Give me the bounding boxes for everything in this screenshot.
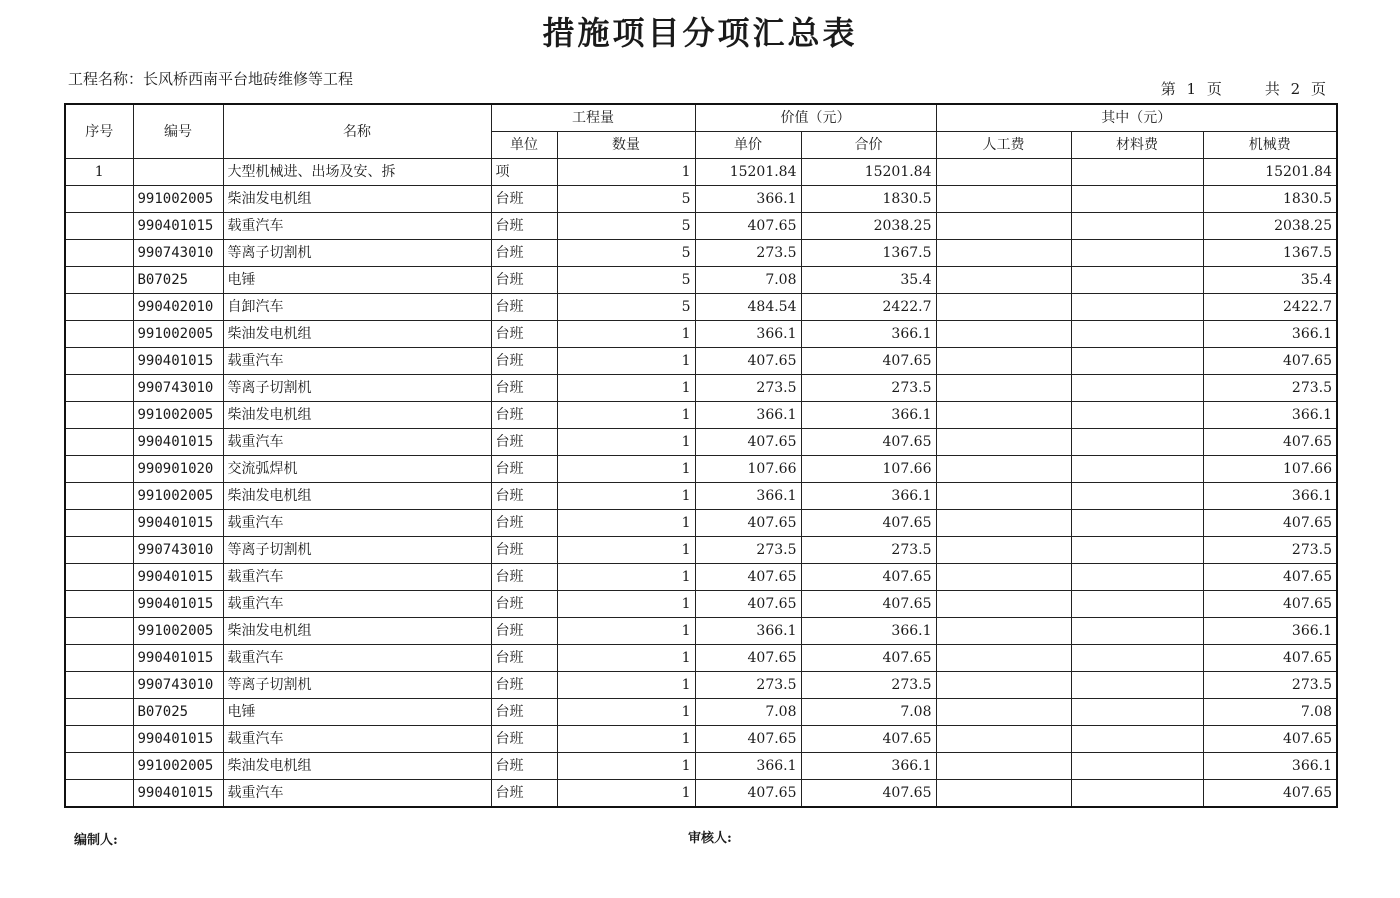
cell-seq — [65, 591, 133, 618]
cell-unit-price: 273.5 — [695, 240, 801, 267]
cell-seq — [65, 456, 133, 483]
cell-name: 柴油发电机组 — [223, 186, 491, 213]
table-row — [65, 510, 1337, 537]
cell-total-price: 407.65 — [801, 564, 936, 591]
cell-unit: 台班 — [491, 564, 557, 591]
cell-total-price: 7.08 — [801, 699, 936, 726]
cell-material — [1071, 240, 1203, 267]
cell-unit-price: 407.65 — [695, 510, 801, 537]
document-title: 措施项目分项汇总表 — [542, 14, 858, 52]
header-unit: 单位 — [491, 132, 557, 159]
cell-total-price: 273.5 — [801, 537, 936, 564]
cell-material — [1071, 294, 1203, 321]
cell-code: 991002005 — [133, 753, 223, 780]
cell-code: B07025 — [133, 267, 223, 294]
cell-code — [133, 159, 223, 186]
cell-seq — [65, 537, 133, 564]
cell-unit: 台班 — [491, 672, 557, 699]
cell-machine: 366.1 — [1203, 618, 1337, 645]
cell-qty: 1 — [557, 483, 695, 510]
cell-total-price: 35.4 — [801, 267, 936, 294]
cell-qty: 1 — [557, 591, 695, 618]
reviewer-label: 审核人: — [688, 831, 732, 846]
cell-seq — [65, 753, 133, 780]
cell-code: 990401015 — [133, 213, 223, 240]
cell-qty: 1 — [557, 780, 695, 808]
header-quantity-group: 工程量 — [491, 104, 695, 132]
cell-code: B07025 — [133, 699, 223, 726]
cell-name: 交流弧焊机 — [223, 456, 491, 483]
cell-qty: 5 — [557, 186, 695, 213]
table-row — [65, 645, 1337, 672]
cell-name: 等离子切割机 — [223, 537, 491, 564]
table-row — [65, 159, 1337, 186]
cell-unit-price: 407.65 — [695, 564, 801, 591]
project-name: 长风桥西南平台地砖维修等工程 — [143, 70, 354, 88]
cell-seq — [65, 402, 133, 429]
cell-code: 991002005 — [133, 186, 223, 213]
cell-material — [1071, 618, 1203, 645]
cell-machine: 407.65 — [1203, 726, 1337, 753]
cell-unit: 台班 — [491, 213, 557, 240]
cell-unit: 台班 — [491, 429, 557, 456]
header-machine: 机械费 — [1203, 132, 1337, 159]
cell-code: 990743010 — [133, 375, 223, 402]
cell-name: 载重汽车 — [223, 645, 491, 672]
cell-material — [1071, 645, 1203, 672]
cell-code: 991002005 — [133, 402, 223, 429]
cell-unit: 台班 — [491, 294, 557, 321]
cell-seq — [65, 213, 133, 240]
cell-machine: 366.1 — [1203, 321, 1337, 348]
cell-name: 载重汽车 — [223, 213, 491, 240]
cell-unit: 台班 — [491, 726, 557, 753]
cell-unit: 台班 — [491, 537, 557, 564]
cell-seq — [65, 483, 133, 510]
cell-unit: 台班 — [491, 348, 557, 375]
cell-labor — [936, 780, 1071, 808]
table-row — [65, 780, 1337, 808]
cell-name: 载重汽车 — [223, 510, 491, 537]
cell-qty: 1 — [557, 321, 695, 348]
cell-seq — [65, 321, 133, 348]
cell-unit: 台班 — [491, 456, 557, 483]
cell-total-price: 107.66 — [801, 456, 936, 483]
cell-name: 载重汽车 — [223, 429, 491, 456]
cell-code: 990743010 — [133, 240, 223, 267]
cell-unit: 台班 — [491, 699, 557, 726]
cell-labor — [936, 186, 1071, 213]
cell-material — [1071, 321, 1203, 348]
cell-total-price: 15201.84 — [801, 159, 936, 186]
cell-total-price: 1367.5 — [801, 240, 936, 267]
cell-material — [1071, 456, 1203, 483]
cell-unit-price: 366.1 — [695, 402, 801, 429]
cell-name: 等离子切割机 — [223, 375, 491, 402]
cell-unit-price: 366.1 — [695, 483, 801, 510]
cell-qty: 5 — [557, 213, 695, 240]
cell-seq — [65, 267, 133, 294]
table-row — [65, 429, 1337, 456]
table-row — [65, 699, 1337, 726]
cell-labor — [936, 429, 1071, 456]
cell-code: 990401015 — [133, 564, 223, 591]
cell-labor — [936, 213, 1071, 240]
cell-material — [1071, 375, 1203, 402]
cell-code: 990743010 — [133, 537, 223, 564]
table-row — [65, 753, 1337, 780]
cell-unit-price: 407.65 — [695, 348, 801, 375]
cell-machine: 1830.5 — [1203, 186, 1337, 213]
cell-name: 柴油发电机组 — [223, 321, 491, 348]
page-current: 第 1 页 — [1160, 80, 1222, 98]
cell-seq: 1 — [65, 159, 133, 186]
table-row — [65, 348, 1337, 375]
cell-name: 载重汽车 — [223, 564, 491, 591]
cell-name: 等离子切割机 — [223, 240, 491, 267]
table-row — [65, 618, 1337, 645]
cell-material — [1071, 402, 1203, 429]
cell-name: 载重汽车 — [223, 780, 491, 808]
table-row — [65, 375, 1337, 402]
cell-unit-price: 366.1 — [695, 186, 801, 213]
cell-material — [1071, 591, 1203, 618]
cell-labor — [936, 375, 1071, 402]
cell-name: 载重汽车 — [223, 726, 491, 753]
header-seq: 序号 — [65, 104, 133, 159]
cell-material — [1071, 159, 1203, 186]
cell-code: 990401015 — [133, 591, 223, 618]
cell-material — [1071, 483, 1203, 510]
cell-qty: 1 — [557, 429, 695, 456]
cell-seq — [65, 726, 133, 753]
cell-qty: 1 — [557, 618, 695, 645]
cell-qty: 5 — [557, 294, 695, 321]
cell-seq — [65, 375, 133, 402]
cell-unit: 台班 — [491, 186, 557, 213]
header-unit-price: 单价 — [695, 132, 801, 159]
cell-labor — [936, 321, 1071, 348]
cell-material — [1071, 186, 1203, 213]
cell-name: 等离子切割机 — [223, 672, 491, 699]
cell-material — [1071, 429, 1203, 456]
table-row — [65, 267, 1337, 294]
cell-seq — [65, 510, 133, 537]
cell-labor — [936, 672, 1071, 699]
cell-unit-price: 366.1 — [695, 618, 801, 645]
cell-labor — [936, 240, 1071, 267]
cell-name: 柴油发电机组 — [223, 618, 491, 645]
cell-name: 载重汽车 — [223, 348, 491, 375]
cell-unit: 台班 — [491, 267, 557, 294]
cell-unit-price: 273.5 — [695, 672, 801, 699]
cell-code: 990401015 — [133, 348, 223, 375]
cell-total-price: 366.1 — [801, 402, 936, 429]
cell-qty: 5 — [557, 240, 695, 267]
cell-code: 990401015 — [133, 726, 223, 753]
cell-total-price: 366.1 — [801, 483, 936, 510]
cell-machine: 7.08 — [1203, 699, 1337, 726]
cell-seq — [65, 699, 133, 726]
cell-total-price: 273.5 — [801, 672, 936, 699]
cell-code: 990401015 — [133, 510, 223, 537]
cell-unit-price: 366.1 — [695, 321, 801, 348]
cell-machine: 407.65 — [1203, 645, 1337, 672]
cell-name: 大型机械进、出场及安、拆 — [223, 159, 491, 186]
cell-material — [1071, 699, 1203, 726]
cell-code: 990401015 — [133, 645, 223, 672]
cell-qty: 1 — [557, 375, 695, 402]
compiler-label: 编制人: — [74, 833, 118, 848]
cell-labor — [936, 510, 1071, 537]
cell-machine: 273.5 — [1203, 672, 1337, 699]
cell-machine: 35.4 — [1203, 267, 1337, 294]
cell-qty: 1 — [557, 456, 695, 483]
header-labor: 人工费 — [936, 132, 1071, 159]
cell-qty: 1 — [557, 753, 695, 780]
table-row — [65, 213, 1337, 240]
cell-material — [1071, 348, 1203, 375]
cell-code: 990743010 — [133, 672, 223, 699]
header-material: 材料费 — [1071, 132, 1203, 159]
cell-machine: 407.65 — [1203, 429, 1337, 456]
cell-seq — [65, 645, 133, 672]
header-code: 编号 — [133, 104, 223, 159]
table-row — [65, 564, 1337, 591]
cell-material — [1071, 726, 1203, 753]
header-name: 名称 — [223, 104, 491, 159]
cell-material — [1071, 510, 1203, 537]
table-row — [65, 456, 1337, 483]
page-info — [1161, 78, 1326, 99]
project-label: 工程名称： — [68, 70, 144, 88]
cell-name: 柴油发电机组 — [223, 753, 491, 780]
cell-seq — [65, 618, 133, 645]
cell-name: 柴油发电机组 — [223, 402, 491, 429]
table-row — [65, 483, 1337, 510]
cell-machine: 366.1 — [1203, 402, 1337, 429]
measures-summary-table — [64, 103, 1338, 808]
cell-qty: 1 — [557, 537, 695, 564]
cell-labor — [936, 267, 1071, 294]
cell-code: 990401015 — [133, 780, 223, 808]
cell-unit: 台班 — [491, 645, 557, 672]
cell-machine: 407.65 — [1203, 510, 1337, 537]
cell-material — [1071, 672, 1203, 699]
cell-code: 991002005 — [133, 483, 223, 510]
cell-labor — [936, 591, 1071, 618]
header-total-price: 合价 — [801, 132, 936, 159]
cell-labor — [936, 456, 1071, 483]
cell-unit-price: 407.65 — [695, 213, 801, 240]
cell-labor — [936, 645, 1071, 672]
cell-name: 电锤 — [223, 267, 491, 294]
cell-total-price: 407.65 — [801, 348, 936, 375]
cell-qty: 1 — [557, 726, 695, 753]
cell-machine: 407.65 — [1203, 348, 1337, 375]
cell-qty: 1 — [557, 672, 695, 699]
cell-seq — [65, 294, 133, 321]
cell-machine: 407.65 — [1203, 591, 1337, 618]
cell-unit: 台班 — [491, 591, 557, 618]
cell-total-price: 407.65 — [801, 429, 936, 456]
header-breakdown-group: 其中（元） — [936, 104, 1337, 132]
cell-total-price: 366.1 — [801, 321, 936, 348]
cell-seq — [65, 348, 133, 375]
cell-unit: 台班 — [491, 483, 557, 510]
cell-machine: 2038.25 — [1203, 213, 1337, 240]
cell-machine: 15201.84 — [1203, 159, 1337, 186]
cell-machine: 407.65 — [1203, 564, 1337, 591]
cell-code: 990402010 — [133, 294, 223, 321]
cell-labor — [936, 753, 1071, 780]
header-row-1 — [65, 104, 1337, 132]
cell-unit: 台班 — [491, 402, 557, 429]
cell-unit-price: 7.08 — [695, 699, 801, 726]
cell-machine: 1367.5 — [1203, 240, 1337, 267]
table-body — [65, 159, 1337, 808]
cell-unit-price: 407.65 — [695, 591, 801, 618]
table-row — [65, 726, 1337, 753]
cell-unit-price: 273.5 — [695, 537, 801, 564]
cell-machine: 107.66 — [1203, 456, 1337, 483]
cell-total-price: 407.65 — [801, 780, 936, 808]
cell-unit-price: 407.65 — [695, 429, 801, 456]
cell-labor — [936, 483, 1071, 510]
cell-unit-price: 484.54 — [695, 294, 801, 321]
cell-qty: 1 — [557, 699, 695, 726]
table-row — [65, 591, 1337, 618]
cell-qty: 1 — [557, 645, 695, 672]
cell-machine: 273.5 — [1203, 375, 1337, 402]
cell-total-price: 407.65 — [801, 645, 936, 672]
cell-seq — [65, 780, 133, 808]
cell-unit: 台班 — [491, 375, 557, 402]
cell-unit-price: 107.66 — [695, 456, 801, 483]
cell-material — [1071, 780, 1203, 808]
cell-unit: 台班 — [491, 753, 557, 780]
cell-total-price: 366.1 — [801, 753, 936, 780]
cell-machine: 2422.7 — [1203, 294, 1337, 321]
cell-machine: 366.1 — [1203, 753, 1337, 780]
cell-seq — [65, 429, 133, 456]
cell-unit: 台班 — [491, 618, 557, 645]
cell-seq — [65, 240, 133, 267]
cell-qty: 1 — [557, 159, 695, 186]
cell-total-price: 407.65 — [801, 726, 936, 753]
cell-labor — [936, 159, 1071, 186]
cell-unit-price: 366.1 — [695, 753, 801, 780]
cell-unit-price: 7.08 — [695, 267, 801, 294]
table-row — [65, 186, 1337, 213]
cell-unit-price: 15201.84 — [695, 159, 801, 186]
table-row — [65, 294, 1337, 321]
cell-qty: 5 — [557, 267, 695, 294]
cell-material — [1071, 267, 1203, 294]
cell-name: 自卸汽车 — [223, 294, 491, 321]
cell-labor — [936, 699, 1071, 726]
cell-total-price: 2038.25 — [801, 213, 936, 240]
cell-unit-price: 273.5 — [695, 375, 801, 402]
cell-code: 991002005 — [133, 321, 223, 348]
cell-qty: 1 — [557, 348, 695, 375]
cell-labor — [936, 618, 1071, 645]
cell-name: 电锤 — [223, 699, 491, 726]
page-total: 共 2 页 — [1264, 80, 1326, 98]
cell-code: 991002005 — [133, 618, 223, 645]
cell-unit: 台班 — [491, 780, 557, 808]
cell-code: 990901020 — [133, 456, 223, 483]
cell-machine: 273.5 — [1203, 537, 1337, 564]
cell-labor — [936, 726, 1071, 753]
cell-qty: 1 — [557, 402, 695, 429]
cell-total-price: 2422.7 — [801, 294, 936, 321]
cell-labor — [936, 402, 1071, 429]
cell-unit-price: 407.65 — [695, 726, 801, 753]
cell-material — [1071, 753, 1203, 780]
project-name-line — [68, 68, 353, 89]
cell-labor — [936, 348, 1071, 375]
cell-seq — [65, 186, 133, 213]
cell-material — [1071, 537, 1203, 564]
cell-unit-price: 407.65 — [695, 780, 801, 808]
cell-qty: 1 — [557, 510, 695, 537]
table-row — [65, 537, 1337, 564]
cell-total-price: 273.5 — [801, 375, 936, 402]
cell-qty: 1 — [557, 564, 695, 591]
cell-unit-price: 407.65 — [695, 645, 801, 672]
cell-material — [1071, 564, 1203, 591]
table-row — [65, 240, 1337, 267]
cell-machine: 407.65 — [1203, 780, 1337, 808]
cell-total-price: 407.65 — [801, 510, 936, 537]
cell-material — [1071, 213, 1203, 240]
cell-machine: 366.1 — [1203, 483, 1337, 510]
header-qty: 数量 — [557, 132, 695, 159]
table-row — [65, 672, 1337, 699]
cell-unit: 台班 — [491, 510, 557, 537]
cell-unit: 项 — [491, 159, 557, 186]
cell-total-price: 1830.5 — [801, 186, 936, 213]
cell-unit: 台班 — [491, 321, 557, 348]
cell-labor — [936, 537, 1071, 564]
cell-name: 柴油发电机组 — [223, 483, 491, 510]
table-row — [65, 402, 1337, 429]
cell-total-price: 366.1 — [801, 618, 936, 645]
cell-code: 990401015 — [133, 429, 223, 456]
cell-seq — [65, 672, 133, 699]
table-row — [65, 321, 1337, 348]
cell-name: 载重汽车 — [223, 591, 491, 618]
cell-seq — [65, 564, 133, 591]
header-price-group: 价值（元） — [695, 104, 936, 132]
cell-labor — [936, 294, 1071, 321]
cell-total-price: 407.65 — [801, 591, 936, 618]
cell-labor — [936, 564, 1071, 591]
cell-unit: 台班 — [491, 240, 557, 267]
